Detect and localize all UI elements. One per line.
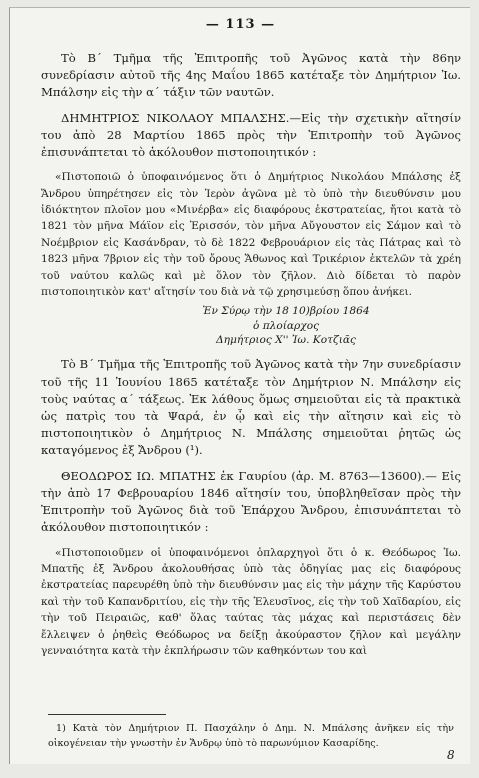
paragraph-batis: ΘΕΟΔΩΡΟΣ ΙΩ. ΜΠΑΤΗΣ ἐκ Γαυρίου (ἀρ. Μ. 8763—13600).— Εἰς τὴν ἀπὸ 17 Φεβρουαρίου 1846 αἴτησίν του, ὑποβληθεῖσαν πρὸς τὴν Ἐπιτροπὴν τοῦ Ἀγῶνος διὰ τοῦ Ἐπάρχου Ἄνδρου, ἐπισυνάπτεται τὸ ἀκόλουθον πιστοποιητικόν :: [41, 468, 461, 535]
certificate-signer-title: ὁ πλοίαρχος: [252, 320, 320, 333]
page-number: — 113 —: [205, 17, 276, 32]
certificate-quote-batis: «Πιστοποιοῦμεν οἱ ὑποφαινόμενοι ὁπλαρχηγοὶ ὅτι ὁ κ. Θεόδωρος Ἰω. Μπατῆς ἐξ Ἄνδρου ἀκολουθήσας ὑπὸ τὰς ὁδηγίας μας εἰς διαφόρους ἐκστρατείας παρευρέθη ὑπὸ τὴν διευθύνσιν μας εἰς τὴν μάχην τῆς Καρύστου καὶ τὴν τοῦ Καπανδριτίου, εἰς τὴν τῆς Ἐλευσῖνος, εἰς τὴν τοῦ Χαϊδαρίου, εἰς τὴν τοῦ Πειραιῶς, καθ' ὅλας ταύτας τὰς μάχας καὶ περιστάσεις δὲν ἔλλειψεν ὁ ῥηθεὶς Θεόδωρος να δείξῃ ἀκούραστον ζῆλον καὶ μεγάλην γενναιότητα κατὰ τὴν ἐκπλήρωσιν τῶν καθηκόντων του καὶ: [41, 546, 461, 657]
certificate-quote-minerva: «Πιστοποιῶ ὁ ὑποφαινόμενος ὅτι ὁ Δημήτριος Νικολάου Μπάλσης ἐξ Ἄνδρου ὑπηρέτησεν εἰς τὸν Ἱερὸν ἀγῶνα μὲ τὸ ὑπὸ τὴν διευθύνσιν μου ἰδιόκτητον πλοῖον μου «Μινέρβα» εἰς διαφόρους ἐκστρατείας, ἤτοι κατὰ τὸ 1821 τὸν μῆνα Μάϊον εἰς Ἐρισσόν, τὸν μῆνα Αὔγουστον εἰς Σάμον καὶ τὸ Νοέμβριον εἰς Κασάνδραν, τὸ δὲ 1822 Φεβρουάριον εἰς τὰς Πάτρας καὶ τὸ 1823 μῆνα 7βριον εἰς τὴν τοῦ ὄρους Ἄθωνος καὶ Τρικέριον ἐκτελῶν τὰ χρέη τοῦ ναύτου καλῶς καὶ μὲ ὅλον τὸν ζῆλον. Διὸ δίδεται τὸ παρὸν πιστοποιητικὸν κατ' αἴτησίν του διὰ νὰ τῷ χρησιμεύσῃ ὅπου ἀνήκει.: [41, 171, 461, 299]
page-body: [41, 50, 461, 659]
certificate-place-date: Ἐν Σύρῳ τὴν 18 10)βρίου 1864: [202, 305, 370, 318]
certificate-signer-name: Δημήτριος Χ'' Ἰω. Κοτζιᾶς: [216, 334, 356, 347]
footnote-divider: [48, 714, 166, 715]
footnote: 1) Κατὰ τὸν Δημήτριον Π. Πασχάλην ὁ Δημ. Ν. Μπάλσης ἀνῆκεν εἰς τὴν οἰκογένειαν τὴν γνωστὴν ἐν Ἄνδρῳ ὑπὸ τὸ παρωνύμιον Κασαρίδης.: [48, 723, 454, 749]
printer-signature-mark: 8: [447, 748, 455, 762]
paragraph-balsis-nikolaou: ΔΗΜΗΤΡΙΟΣ ΝΙΚΟΛΑΟΥ ΜΠΑΛΣΗΣ.—Εἰς τὴν σχετικὴν αἴτησίν του ἀπὸ 28 Μαρτίου 1865 πρὸς τὴν Ἐπιτροπὴν τοῦ Ἀγῶνος ἐπισυνάπτεται τὸ ἀκόλουθον πιστοποιητικόν :: [41, 110, 461, 160]
paragraph-balsis-ioannou: Τὸ Β΄ Τμῆμα τῆς Ἐπιτροπῆς τοῦ Ἀγῶνος κατὰ τὴν 86ην συνεδρίασιν αὐτοῦ τῆς 4ης Μαΐου 1865 κατέταξε τὸν Δημήτριον Ἰω. Μπάλσην εἰς τὴν α΄ τάξιν τῶν ναυτῶν.: [41, 51, 461, 100]
book-page: [9, 7, 470, 764]
paragraph-classification: Τὸ Β΄ Τμῆμα τῆς Ἐπιτροπῆς τοῦ Ἀγῶνος κατὰ τὴν 7ην συνεδρίασιν τοῦ τῆς 11 Ἰουνίου 1865 κατέταξε τὸν Δημήτριον Ν. Μπάλσην εἰς τοὺς ναύτας α΄ τάξεως. Ἐκ λάθους ὅμως σημειοῦται εἰς τὰ πρακτικὰ ὡς πατρὶς του τὰ Ψαρά, ἐν ᾧ καὶ εἰς τὴν αἴτησιν καὶ εἰς τὸ πιστοποιητικὸν ὁ Δημήτριος Ν. Μπάλσης σημειοῦται ῥητῶς ὡς καταγόμενος ἐξ Ἄνδρου (¹).: [41, 357, 461, 458]
